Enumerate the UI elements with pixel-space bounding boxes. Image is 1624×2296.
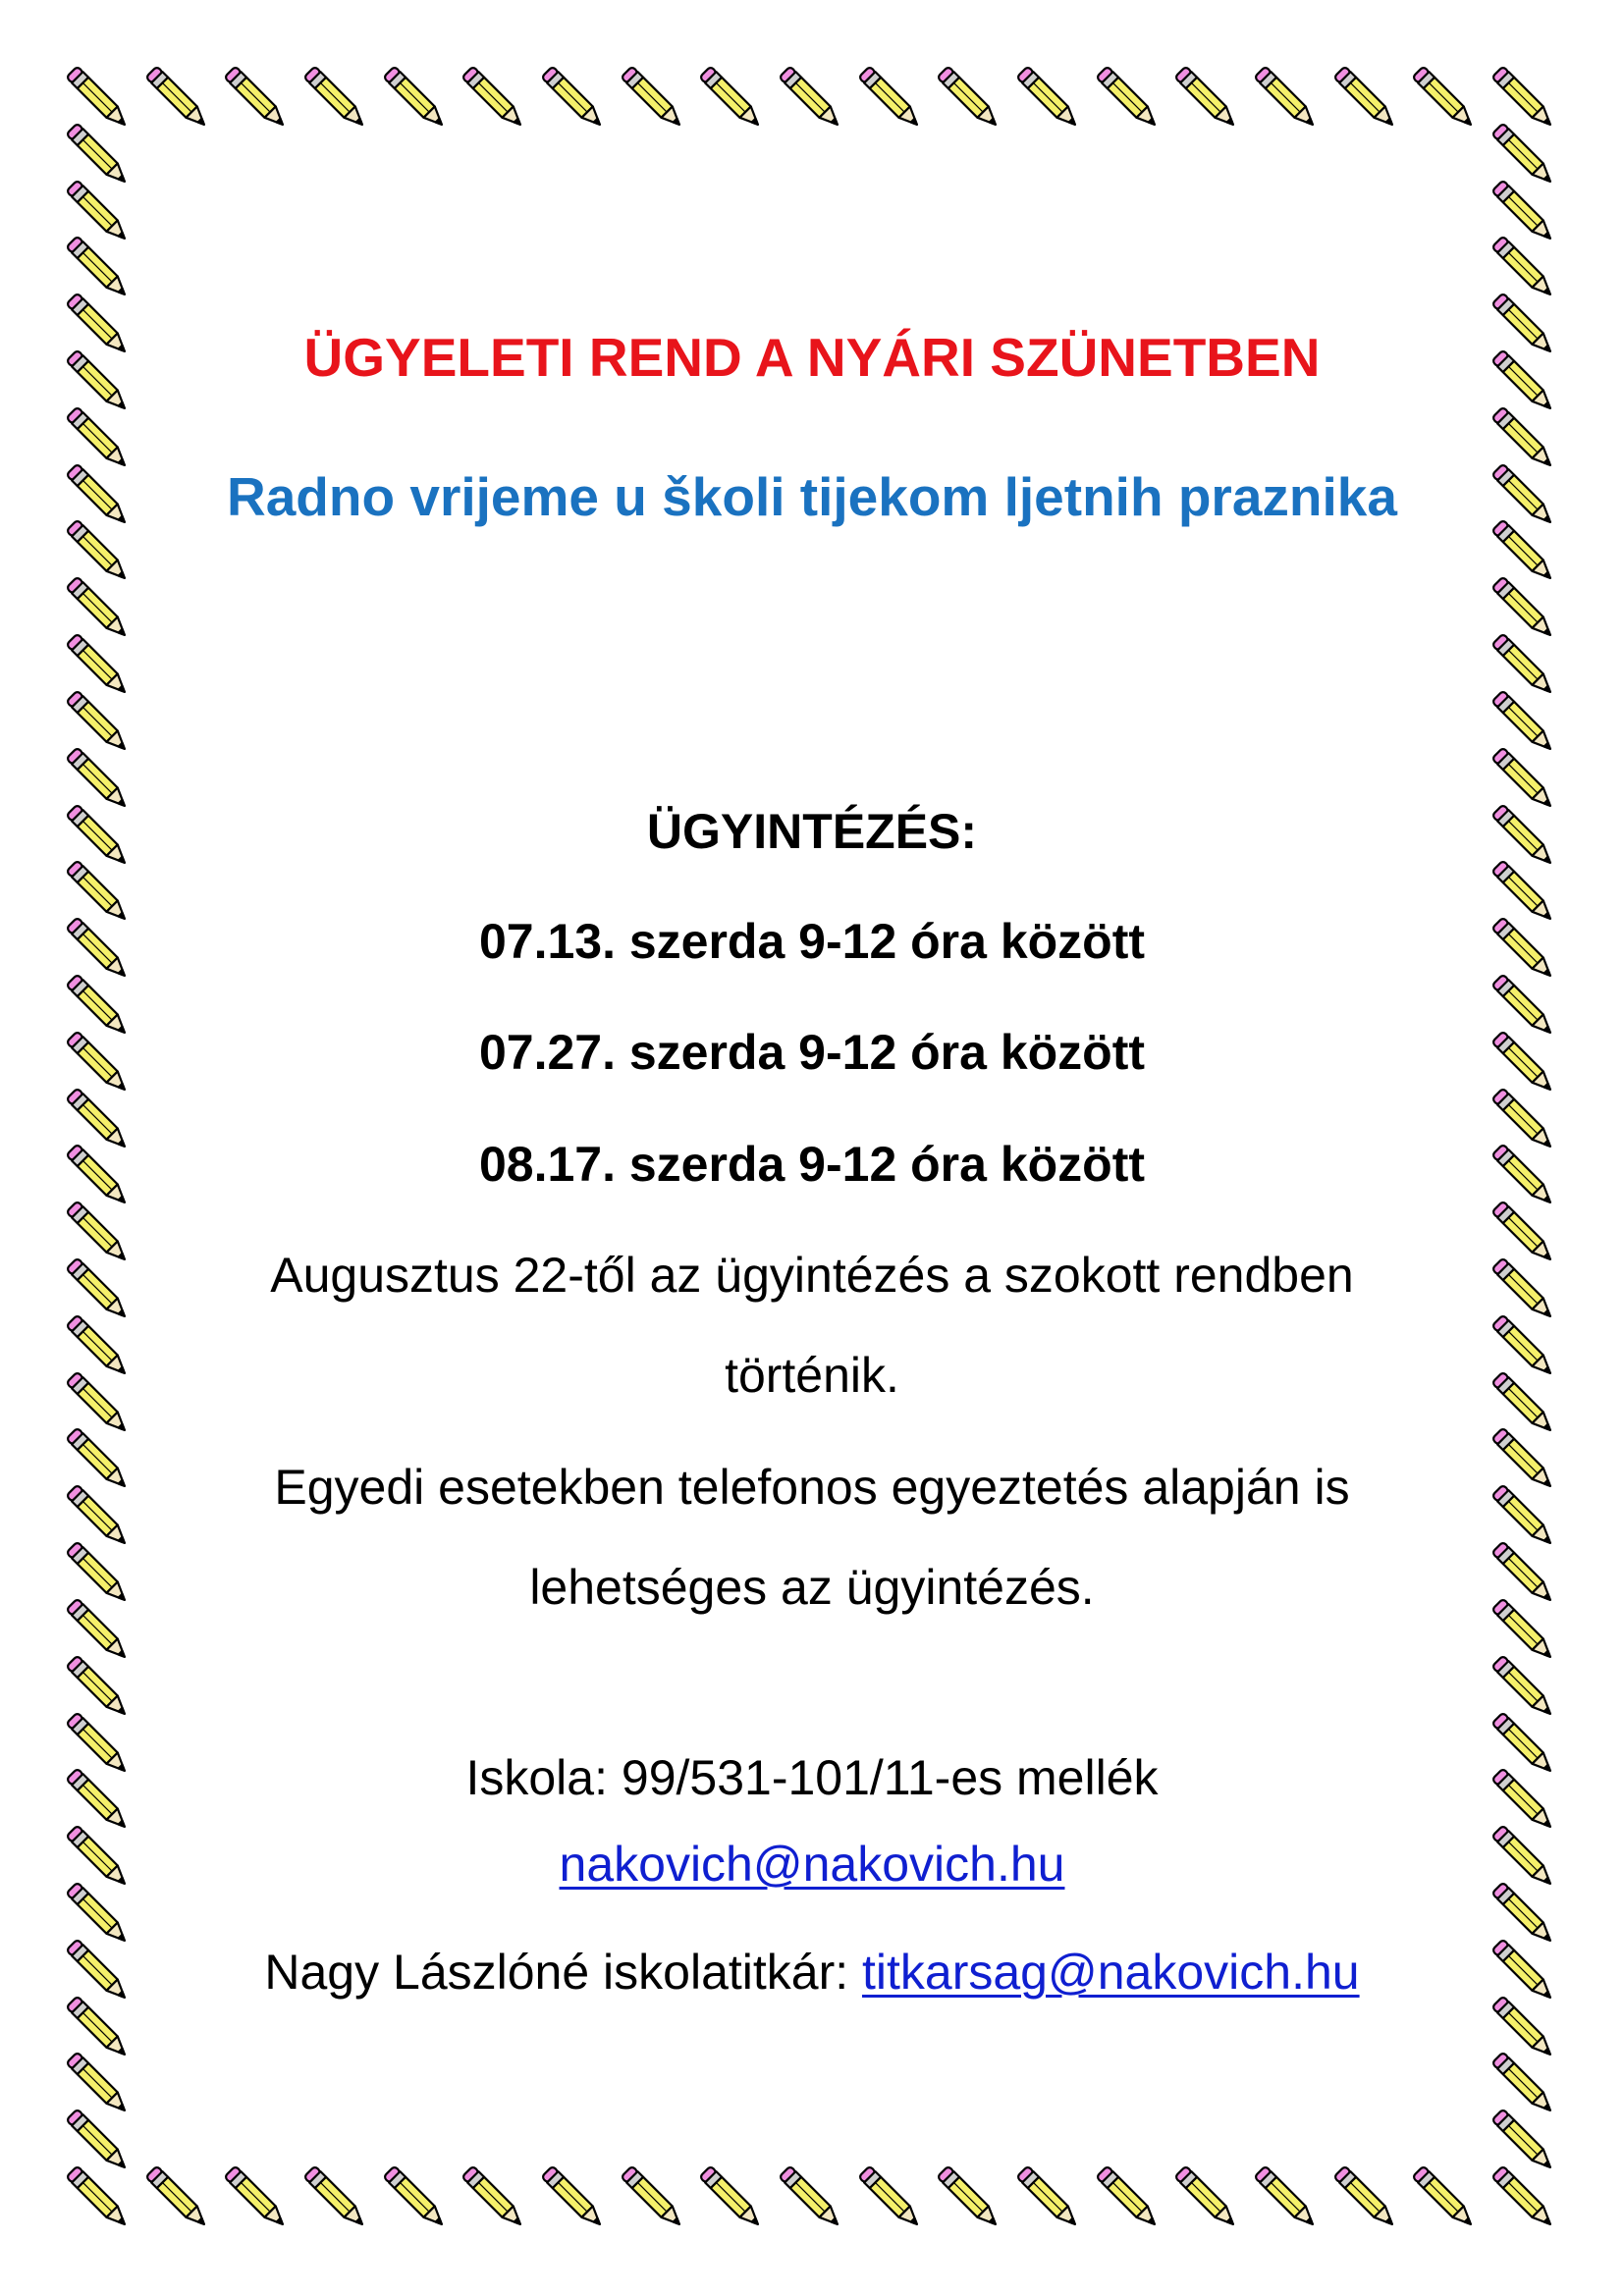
page-title: ÜGYELETI REND A NYÁRI SZÜNETBEN — [303, 327, 1321, 388]
school-email-line — [187, 1836, 1437, 1893]
schedule-date-3: 08.17. szerda 9-12 óra között — [478, 1137, 1146, 1192]
pencil-icon — [57, 2100, 139, 2182]
secretary-email-link[interactable]: titkarsag@nakovich.hu — [862, 1945, 1360, 2000]
secretary-label: Nagy Lászlóné iskolatitkár: — [264, 1945, 863, 2000]
school-email-link[interactable]: nakovich@nakovich.hu — [559, 1837, 1065, 1892]
schedule-date-1: 07.13. szerda 9-12 óra között — [478, 914, 1146, 969]
notice-content — [187, 0, 1437, 2296]
pencil-icon — [1483, 2100, 1565, 2182]
school-phone: Iskola: 99/531-101/11-es mellék — [465, 1750, 1159, 1805]
individual-note: Egyedi esetekben telefonos egyeztetés alapján is lehetséges az ügyintézés. — [274, 1460, 1350, 1615]
schedule-label: ÜGYINTÉZÉS: — [646, 804, 978, 859]
page-subtitle: Radno vrijeme u školi tijekom ljetnih praznika — [227, 466, 1397, 527]
resume-note: Augusztus 22-től az ügyintézés a szokott rendben történik. — [270, 1248, 1354, 1403]
secretary-line — [187, 1944, 1437, 2001]
schedule-date-2: 07.27. szerda 9-12 óra között — [478, 1025, 1146, 1080]
